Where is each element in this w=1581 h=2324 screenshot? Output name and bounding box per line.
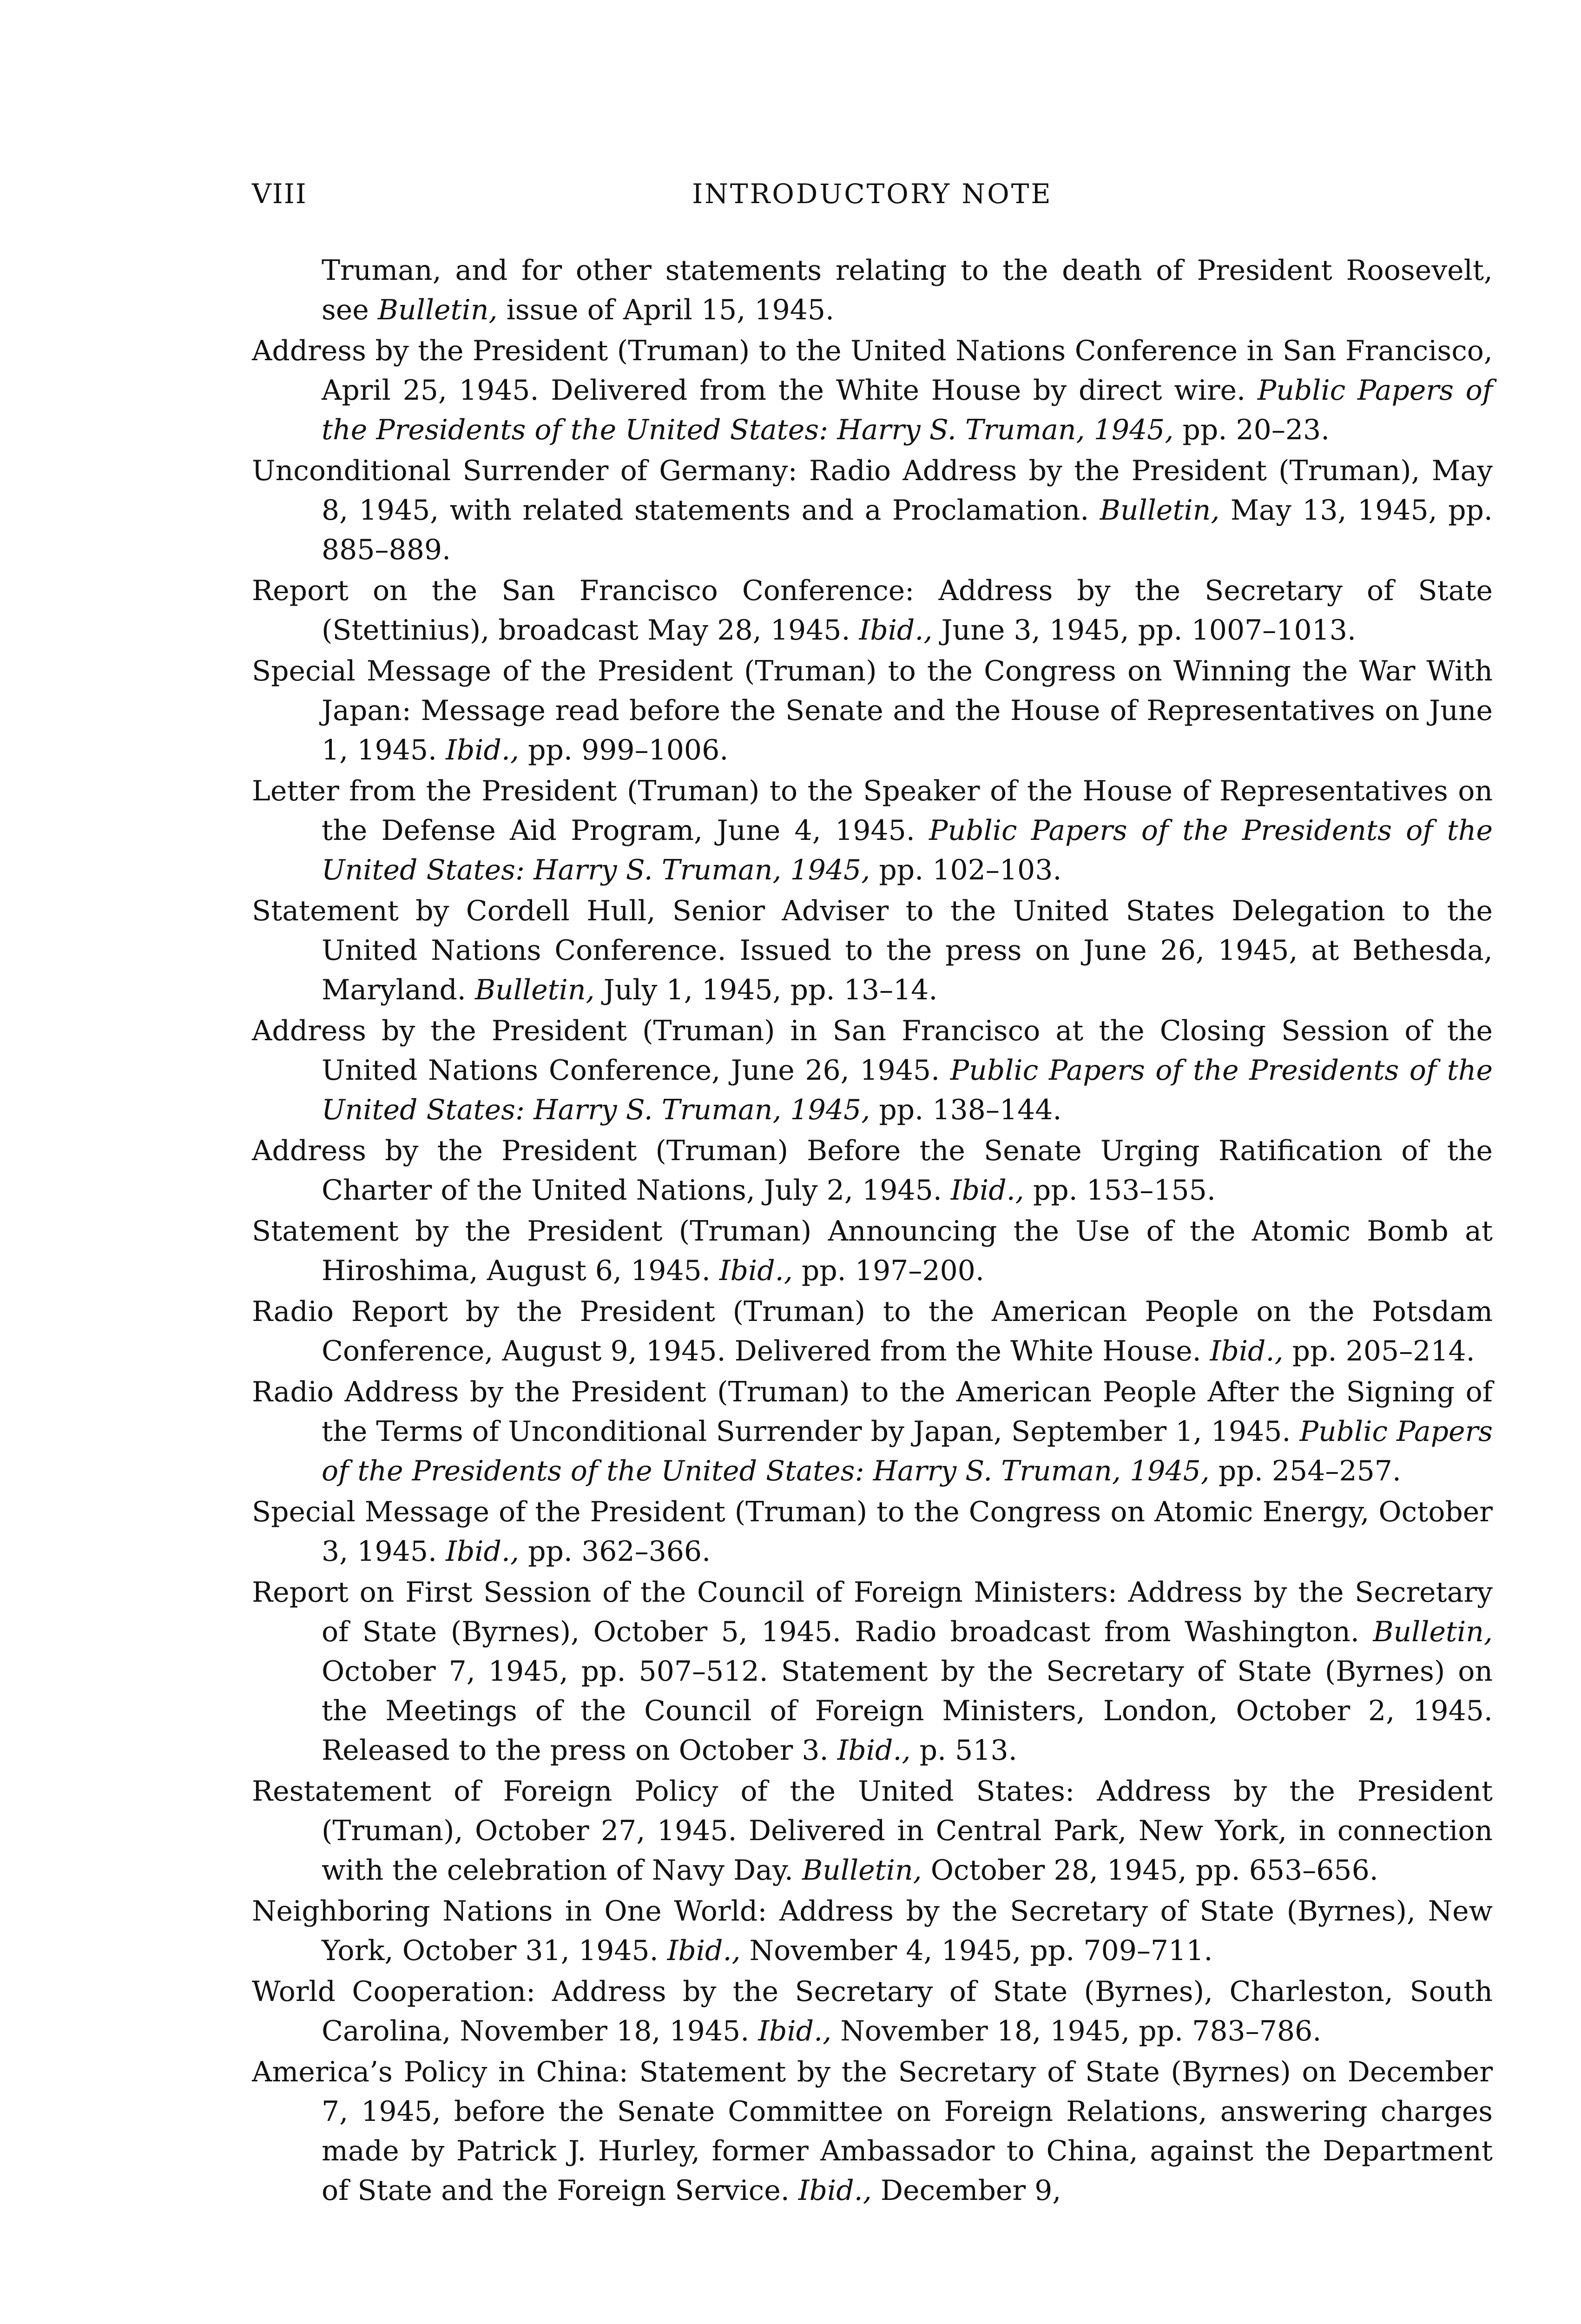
entry-text: Statement by Cordell Hull, Senior Adviser to the United States Delegation to the United Nations Conference. Issued to the press on June 26, 1945, at Bethesda, Maryland. [252, 895, 1493, 1006]
entry-tail: pp. 153–155. [1024, 1174, 1216, 1207]
entry-text: Unconditional Surrender of Germany: Radio Address by the President (Truman), May 8, 1945, with related statements and a Proclamation. [252, 455, 1493, 527]
entry-citation: Ibid., [667, 1934, 741, 1967]
entry-tail: pp. 20–23. [1173, 414, 1330, 446]
entry-tail: October 7, 1945, pp. 507–512. Statement by the Secretary of State (Byrnes) on the Meetings of the Council of Foreign Ministers, London, October 2, 1945. Released to the press on October 3. [322, 1655, 1493, 1767]
entry-citation: Ibid., [1210, 1335, 1284, 1367]
entry-text: Special Message of the President (Truman) to the Congress on Winning the War With Japan: Message read before the Senate and the House of Representatives on June 1, 1945. [252, 655, 1493, 766]
entry-tail: issue of April 15, 1945. [497, 294, 835, 326]
entry-citation: Public Papers of the Presidents of the United States: Harry S. Truman, 1945, [322, 814, 1493, 886]
list-item [252, 1892, 1493, 1971]
list-item [252, 2053, 1493, 2211]
entry-text: Letter from the President (Truman) to the Speaker of the House of Representatives on the Defense Aid Program, June 4, 1945. [252, 775, 1493, 847]
entry-text: Statement by the President (Truman) Announcing the Use of the Atomic Bomb at Hiroshima, August 6, 1945. [252, 1215, 1493, 1287]
entry-citation: Ibid., [798, 2174, 872, 2207]
entry-citation: Bulletin, [377, 294, 498, 326]
entry-text: Restatement of Foreign Policy of the United States: Address by the President (Truman), October 27, 1945. Delivered in Central Park, New York, in connection with the celebration of Navy Day. [252, 1775, 1493, 1887]
entry-citation: Ibid., [758, 2015, 832, 2047]
list-item [252, 1972, 1493, 2051]
page-header [252, 173, 1493, 215]
entry-text: Report on the San Francisco Conference: Address by the Secretary of State (Stettinius), broadcast May 28, 1945. [252, 574, 1493, 647]
entry-citation: Bulletin, [474, 974, 595, 1006]
entry-tail: December 9, [871, 2174, 1061, 2207]
entry-text: Address by the President (Truman) in San Francisco at the Closing Session of the United Nations Conference, June 26, 1945. [252, 1015, 1493, 1087]
entry-text: Address by the President (Truman) to the United Nations Conference in San Francisco, April 25, 1945. Delivered from the White House by direct wire. [252, 335, 1493, 407]
entry-tail-2: p. 513. [910, 1734, 1017, 1767]
entry-text: Neighboring Nations in One World: Address by the Secretary of State (Byrnes), New York, October 31, 1945. [252, 1895, 1493, 1967]
entry-citation: Public Papers of the Presidents of the United States: Harry S. Truman, 1945, [322, 1054, 1493, 1126]
entry-citation: Bulletin, [1373, 1616, 1493, 1648]
entry-tail: November 18, 1945, pp. 783–786. [831, 2015, 1322, 2047]
entry-tail: May 13, 1945, pp. 885–889. [322, 494, 1493, 566]
entry-tail: November 4, 1945, pp. 709–711. [740, 1934, 1213, 1967]
entry-tail: pp. 102–103. [870, 854, 1062, 886]
entry-text: Special Message of the President (Truman) to the Congress on Atomic Energy, October 3, 1945. [252, 1496, 1493, 1568]
entry-tail: July 1, 1945, pp. 13–14. [594, 974, 938, 1006]
entry-citation: Ibid., [446, 1535, 520, 1568]
page-number: VIII [252, 178, 307, 210]
list-item [252, 891, 1493, 1010]
entry-citation: Ibid., [446, 734, 520, 766]
list-item [252, 1292, 1493, 1371]
entry-text: Radio Address by the President (Truman) to the American People After the Signing of the Terms of Unconditional Surrender by Japan, September 1, 1945. [252, 1376, 1493, 1448]
entry-tail: pp. 254–257. [1209, 1455, 1401, 1487]
list-item [252, 571, 1493, 650]
entry-citation-2: Ibid., [837, 1734, 911, 1767]
list-item [252, 1492, 1493, 1571]
entry-tail: pp. 138–144. [870, 1094, 1062, 1126]
entry-citation: Public Papers of the Presidents of the United States: Harry S. Truman, 1945, [322, 1415, 1493, 1487]
list-item [252, 772, 1493, 890]
entry-tail: pp. 205–214. [1283, 1335, 1475, 1367]
entry-citation: Ibid., [950, 1174, 1024, 1207]
list-item [252, 1212, 1493, 1291]
entry-citation: Ibid., [859, 614, 933, 647]
list-item [252, 1131, 1493, 1210]
list-item [252, 451, 1493, 570]
entry-tail: October 28, 1945, pp. 653–656. [922, 1854, 1378, 1887]
entry-citation: Bulletin, [802, 1854, 922, 1887]
entry-tail: pp. 999–1006. [519, 734, 729, 766]
list-item [252, 1011, 1493, 1130]
list-item [252, 652, 1493, 770]
entry-text: Report on First Session of the Council of Foreign Ministers: Address by the Secretary of State (Byrnes), October 5, 1945. Radio broadcast from Washington. [252, 1576, 1493, 1648]
entry-tail: June 3, 1945, pp. 1007–1013. [932, 614, 1357, 647]
entry-text: Truman, and for other statements relating to the death of President Roosevelt, see [322, 254, 1493, 326]
list-item [252, 1573, 1493, 1770]
entry-text: America’s Policy in China: Statement by the Secretary of State (Byrnes) on December 7, 1945, before the Senate Committee on Foreign Relations, answering charges made by Patrick J. Hurley, former Ambassador to China, against the Department of State and the Foreign Service. [252, 2056, 1493, 2207]
entry-citation: Ibid., [719, 1254, 793, 1287]
running-head: INTRODUCTORY NOTE [692, 178, 1053, 210]
entry-text: Address by the President (Truman) Before the Senate Urging Ratification of the Charter of the United Nations, July 2, 1945. [252, 1135, 1493, 1207]
list-item [252, 1373, 1493, 1491]
list-item [252, 1772, 1493, 1890]
list-item [252, 331, 1493, 450]
list-item [252, 251, 1493, 330]
entry-citation: Public Papers of the Presidents of the United States: Harry S. Truman, 1945, [322, 374, 1493, 446]
entry-text: Radio Report by the President (Truman) to the American People on the Potsdam Conference, August 9, 1945. Delivered from the White House. [252, 1295, 1493, 1367]
entry-citation: Bulletin, [1100, 494, 1220, 527]
entry-tail: pp. 197–200. [792, 1254, 984, 1287]
entry-text: World Cooperation: Address by the Secretary of State (Byrnes), Charleston, South Carolina, November 18, 1945. [252, 1975, 1493, 2047]
entry-tail: pp. 362–366. [519, 1535, 711, 1568]
bibliography-list [252, 251, 1493, 2212]
